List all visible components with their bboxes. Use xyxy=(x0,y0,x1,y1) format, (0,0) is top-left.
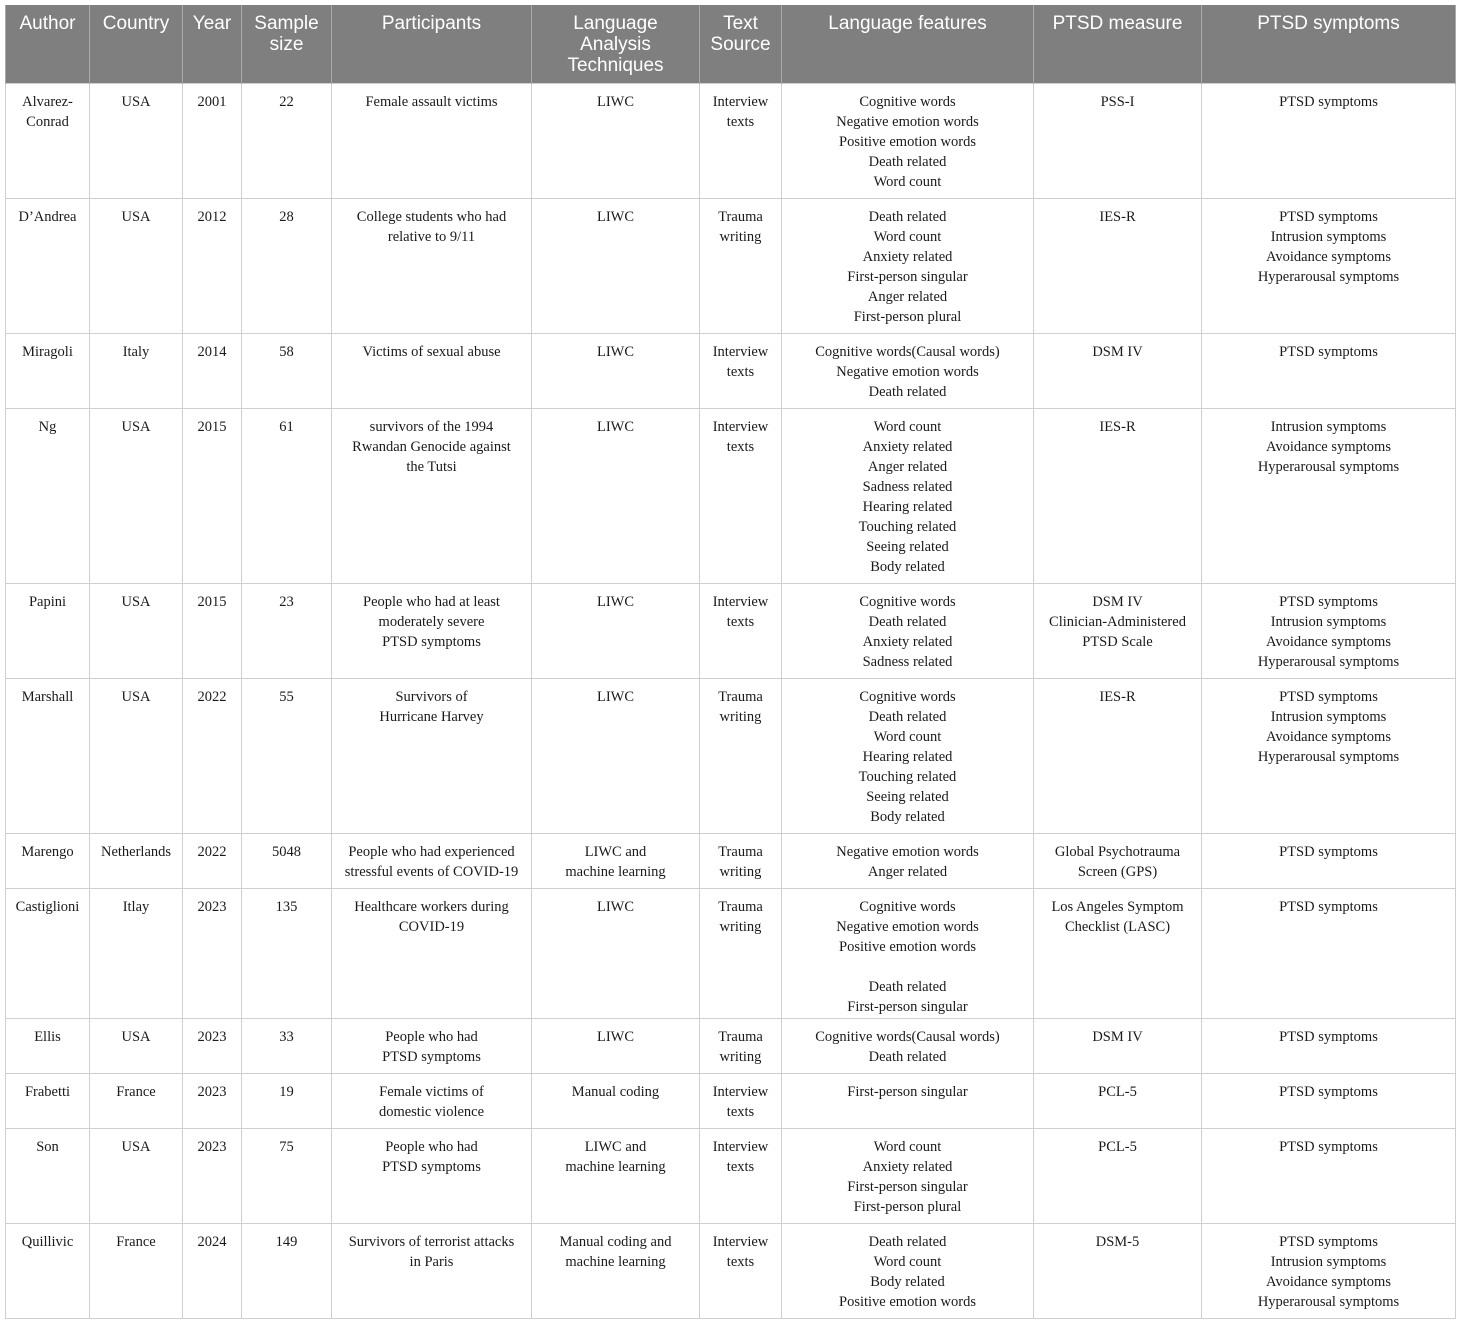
cell-participants: People who had PTSD symptoms xyxy=(332,1129,532,1224)
cell-ptsd-symptoms: PTSD symptoms xyxy=(1202,1129,1456,1224)
cell-country: USA xyxy=(90,679,183,834)
cell-year: 2012 xyxy=(183,199,242,334)
cell-ptsd-measure: Los Angeles Symptom Checklist (LASC) xyxy=(1034,889,1202,1019)
cell-text-source: Interview texts xyxy=(700,584,782,679)
table-row xyxy=(6,84,1456,199)
cell-language-analysis-techniques: LIWC xyxy=(532,889,700,1019)
cell-participants: Female assault victims xyxy=(332,84,532,199)
cell-language-analysis-techniques: LIWC xyxy=(532,679,700,834)
cell-country: USA xyxy=(90,409,183,584)
cell-author: Alvarez- Conrad xyxy=(6,84,90,199)
cell-author: Son xyxy=(6,1129,90,1224)
table-row xyxy=(6,199,1456,334)
cell-ptsd-measure: DSM IV xyxy=(1034,334,1202,409)
cell-language-features: Cognitive words Death related Word count Hearing related Touching related Seeing related Body related xyxy=(782,679,1034,834)
cell-ptsd-measure: IES-R xyxy=(1034,679,1202,834)
cell-sample-size: 19 xyxy=(242,1074,332,1129)
cell-country: USA xyxy=(90,1129,183,1224)
table-row xyxy=(6,889,1456,1019)
table-row xyxy=(6,409,1456,584)
cell-year: 2024 xyxy=(183,1224,242,1319)
cell-participants: survivors of the 1994 Rwandan Genocide against the Tutsi xyxy=(332,409,532,584)
cell-text-source: Interview texts xyxy=(700,1074,782,1129)
cell-language-features: Cognitive words Negative emotion words Positive emotion words Death related First-person singular xyxy=(782,889,1034,1019)
cell-text-source: Trauma writing xyxy=(700,679,782,834)
cell-language-features: Cognitive words Death related Anxiety related Sadness related xyxy=(782,584,1034,679)
cell-ptsd-symptoms: PTSD symptoms Intrusion symptoms Avoidance symptoms Hyperarousal symptoms xyxy=(1202,679,1456,834)
cell-year: 2014 xyxy=(183,334,242,409)
cell-text-source: Interview texts xyxy=(700,334,782,409)
cell-participants: Victims of sexual abuse xyxy=(332,334,532,409)
cell-author: Frabetti xyxy=(6,1074,90,1129)
cell-country: USA xyxy=(90,584,183,679)
cell-country: Italy xyxy=(90,334,183,409)
cell-language-analysis-techniques: Manual coding xyxy=(532,1074,700,1129)
cell-language-analysis-techniques: LIWC xyxy=(532,334,700,409)
table-row xyxy=(6,679,1456,834)
table-body xyxy=(6,84,1456,1319)
cell-ptsd-measure: Global Psychotrauma Screen (GPS) xyxy=(1034,834,1202,889)
cell-language-features: Negative emotion words Anger related xyxy=(782,834,1034,889)
cell-author: Quillivic xyxy=(6,1224,90,1319)
cell-author: Ng xyxy=(6,409,90,584)
cell-ptsd-symptoms: Intrusion symptoms Avoidance symptoms Hyperarousal symptoms xyxy=(1202,409,1456,584)
cell-year: 2015 xyxy=(183,584,242,679)
cell-country: France xyxy=(90,1224,183,1319)
cell-author: Marengo xyxy=(6,834,90,889)
cell-language-analysis-techniques: LIWC and machine learning xyxy=(532,834,700,889)
cell-language-analysis-techniques: LIWC xyxy=(532,584,700,679)
header-text-source: Text Source xyxy=(700,5,782,84)
cell-sample-size: 149 xyxy=(242,1224,332,1319)
cell-language-features: Cognitive words Negative emotion words Positive emotion words Death related Word count xyxy=(782,84,1034,199)
header-language-features: Language features xyxy=(782,5,1034,84)
cell-participants: Healthcare workers during COVID-19 xyxy=(332,889,532,1019)
table-row xyxy=(6,1074,1456,1129)
table-row xyxy=(6,1129,1456,1224)
cell-participants: People who had at least moderately severe PTSD symptoms xyxy=(332,584,532,679)
cell-language-analysis-techniques: LIWC xyxy=(532,84,700,199)
header-participants: Participants xyxy=(332,5,532,84)
cell-ptsd-symptoms: PTSD symptoms Intrusion symptoms Avoidance symptoms Hyperarousal symptoms xyxy=(1202,199,1456,334)
cell-ptsd-measure: PCL-5 xyxy=(1034,1074,1202,1129)
cell-ptsd-measure: PSS-I xyxy=(1034,84,1202,199)
cell-year: 2023 xyxy=(183,1074,242,1129)
cell-ptsd-measure: DSM IV Clinician-Administered PTSD Scale xyxy=(1034,584,1202,679)
cell-country: France xyxy=(90,1074,183,1129)
cell-author: Miragoli xyxy=(6,334,90,409)
cell-text-source: Trauma writing xyxy=(700,834,782,889)
table-row xyxy=(6,834,1456,889)
cell-ptsd-symptoms: PTSD symptoms Intrusion symptoms Avoidance symptoms Hyperarousal symptoms xyxy=(1202,584,1456,679)
cell-year: 2023 xyxy=(183,1129,242,1224)
cell-participants: People who had experienced stressful events of COVID-19 xyxy=(332,834,532,889)
cell-year: 2022 xyxy=(183,834,242,889)
cell-country: USA xyxy=(90,84,183,199)
cell-country: Itlay xyxy=(90,889,183,1019)
cell-ptsd-symptoms: PTSD symptoms xyxy=(1202,834,1456,889)
cell-sample-size: 33 xyxy=(242,1019,332,1074)
cell-ptsd-symptoms: PTSD symptoms xyxy=(1202,1019,1456,1074)
cell-language-analysis-techniques: LIWC xyxy=(532,1019,700,1074)
cell-text-source: Trauma writing xyxy=(700,1019,782,1074)
cell-author: Marshall xyxy=(6,679,90,834)
cell-sample-size: 28 xyxy=(242,199,332,334)
cell-sample-size: 22 xyxy=(242,84,332,199)
cell-language-features: Word count Anxiety related Anger related Sadness related Hearing related Touching related Seeing related Body related xyxy=(782,409,1034,584)
cell-language-features: Cognitive words(Causal words) Negative emotion words Death related xyxy=(782,334,1034,409)
cell-participants: Female victims of domestic violence xyxy=(332,1074,532,1129)
table-row xyxy=(6,1224,1456,1319)
cell-participants: People who had PTSD symptoms xyxy=(332,1019,532,1074)
table-row xyxy=(6,1019,1456,1074)
cell-sample-size: 61 xyxy=(242,409,332,584)
cell-sample-size: 75 xyxy=(242,1129,332,1224)
cell-ptsd-measure: IES-R xyxy=(1034,409,1202,584)
cell-text-source: Interview texts xyxy=(700,1224,782,1319)
cell-participants: Survivors of Hurricane Harvey xyxy=(332,679,532,834)
cell-text-source: Trauma writing xyxy=(700,199,782,334)
cell-language-features: Death related Word count Anxiety related First-person singular Anger related First-person plural xyxy=(782,199,1034,334)
cell-author: D’Andrea xyxy=(6,199,90,334)
cell-ptsd-measure: PCL-5 xyxy=(1034,1129,1202,1224)
cell-language-features: Cognitive words(Causal words) Death related xyxy=(782,1019,1034,1074)
header-author: Author xyxy=(6,5,90,84)
cell-ptsd-symptoms: PTSD symptoms xyxy=(1202,84,1456,199)
cell-ptsd-symptoms: PTSD symptoms xyxy=(1202,1074,1456,1129)
cell-ptsd-measure: DSM-5 xyxy=(1034,1224,1202,1319)
cell-year: 2015 xyxy=(183,409,242,584)
cell-language-analysis-techniques: Manual coding and machine learning xyxy=(532,1224,700,1319)
header-ptsd-measure: PTSD measure xyxy=(1034,5,1202,84)
cell-language-analysis-techniques: LIWC xyxy=(532,199,700,334)
table-row xyxy=(6,584,1456,679)
header-country: Country xyxy=(90,5,183,84)
cell-language-features: First-person singular xyxy=(782,1074,1034,1129)
cell-sample-size: 5048 xyxy=(242,834,332,889)
header-sample-size: Sample size xyxy=(242,5,332,84)
cell-sample-size: 23 xyxy=(242,584,332,679)
cell-text-source: Interview texts xyxy=(700,84,782,199)
header-ptsd-symptoms: PTSD symptoms xyxy=(1202,5,1456,84)
cell-participants: College students who had relative to 9/11 xyxy=(332,199,532,334)
cell-author: Castiglioni xyxy=(6,889,90,1019)
cell-sample-size: 135 xyxy=(242,889,332,1019)
header-row xyxy=(6,5,1456,84)
cell-ptsd-measure: IES-R xyxy=(1034,199,1202,334)
cell-participants: Survivors of terrorist attacks in Paris xyxy=(332,1224,532,1319)
cell-country: Netherlands xyxy=(90,834,183,889)
cell-year: 2023 xyxy=(183,889,242,1019)
cell-text-source: Interview texts xyxy=(700,1129,782,1224)
cell-country: USA xyxy=(90,1019,183,1074)
table-row xyxy=(6,334,1456,409)
cell-text-source: Trauma writing xyxy=(700,889,782,1019)
cell-text-source: Interview texts xyxy=(700,409,782,584)
cell-language-analysis-techniques: LIWC and machine learning xyxy=(532,1129,700,1224)
studies-table xyxy=(5,5,1456,1319)
cell-ptsd-symptoms: PTSD symptoms xyxy=(1202,334,1456,409)
header-year: Year xyxy=(183,5,242,84)
cell-language-features: Word count Anxiety related First-person singular First-person plural xyxy=(782,1129,1034,1224)
cell-year: 2001 xyxy=(183,84,242,199)
cell-sample-size: 58 xyxy=(242,334,332,409)
cell-ptsd-measure: DSM IV xyxy=(1034,1019,1202,1074)
cell-year: 2022 xyxy=(183,679,242,834)
cell-year: 2023 xyxy=(183,1019,242,1074)
cell-author: Ellis xyxy=(6,1019,90,1074)
cell-ptsd-symptoms: PTSD symptoms Intrusion symptoms Avoidance symptoms Hyperarousal symptoms xyxy=(1202,1224,1456,1319)
cell-country: USA xyxy=(90,199,183,334)
cell-ptsd-symptoms: PTSD symptoms xyxy=(1202,889,1456,1019)
header-language-analysis-techniques: Language Analysis Techniques xyxy=(532,5,700,84)
cell-language-features: Death related Word count Body related Positive emotion words xyxy=(782,1224,1034,1319)
cell-language-analysis-techniques: LIWC xyxy=(532,409,700,584)
cell-author: Papini xyxy=(6,584,90,679)
cell-sample-size: 55 xyxy=(242,679,332,834)
